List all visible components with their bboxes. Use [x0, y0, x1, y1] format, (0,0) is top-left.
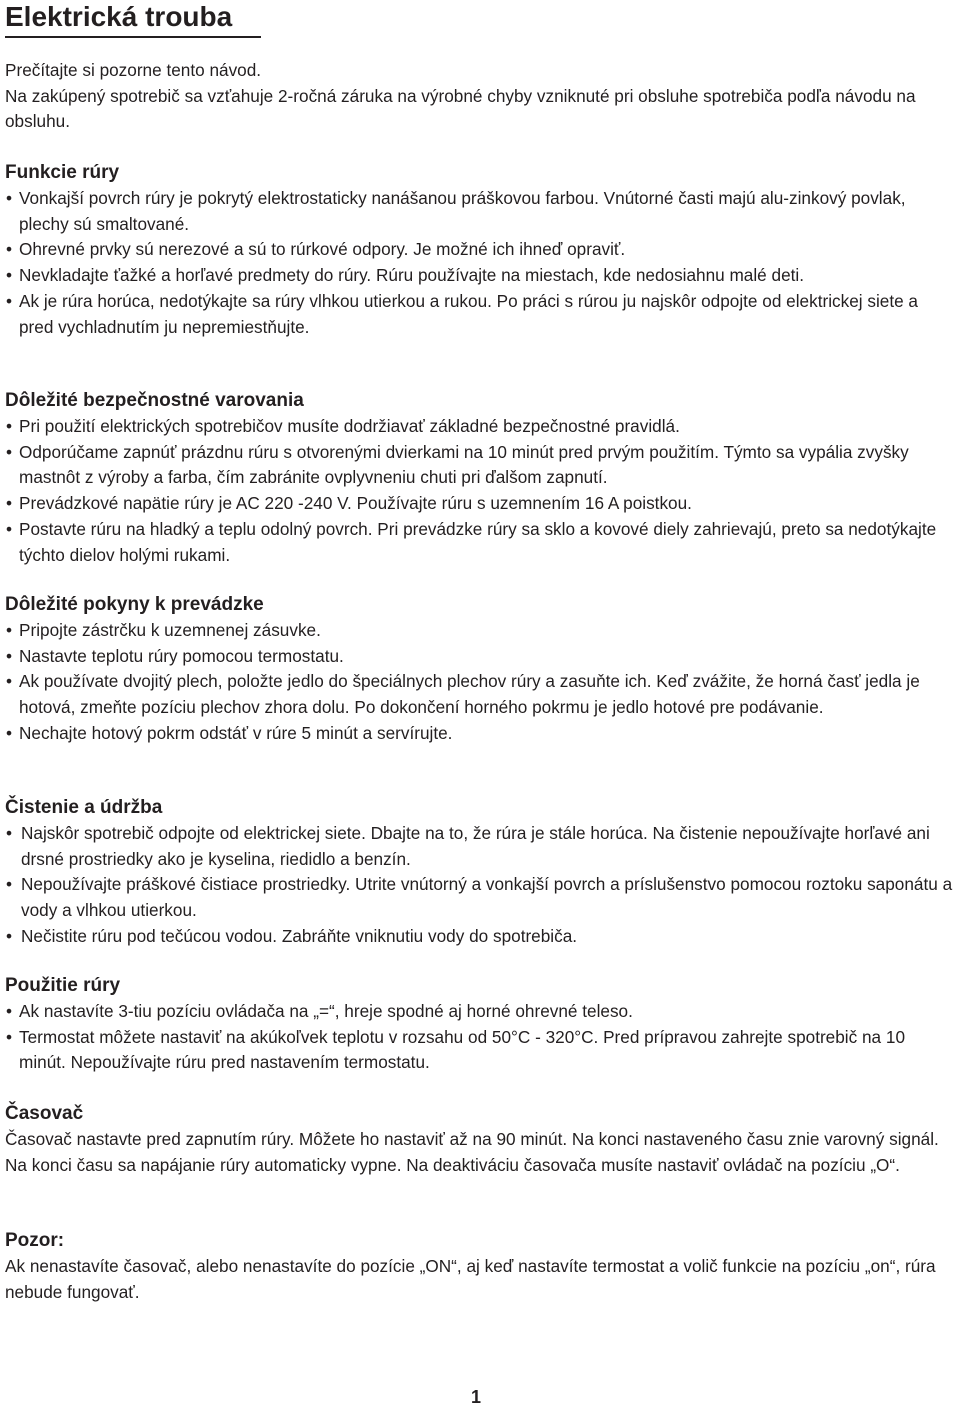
- list-item: • Prevádzkové napätie rúry je AC 220 -240 V. Používajte rúru s uzemnením 16 A poistkou.: [5, 491, 955, 517]
- section-heading: Dôležité pokyny k prevádzke: [5, 594, 264, 615]
- section-pokyny: [5, 592, 955, 747]
- section-pouzitie: [5, 973, 955, 1076]
- list-item: • Nečistite rúru pod tečúcou vodou. Zabráňte vniknutiu vody do spotrebiča.: [5, 924, 955, 950]
- section-pozor: [5, 1228, 955, 1305]
- list-item: • Nechajte hotový pokrm odstáť v rúre 5 minút a servírujte.: [5, 721, 955, 747]
- intro-warranty: Na zakúpený spotrebič sa vzťahuje 2-ročná záruka na výrobné chyby vzniknuté pri obsluhe spotrebiča podľa návodu na obsluhu.: [5, 85, 916, 132]
- section-heading: Pozor:: [5, 1230, 65, 1251]
- list-item: • Pripojte zástrčku k uzemnenej zásuvke.: [5, 618, 955, 644]
- section-heading: Časovač: [5, 1103, 84, 1124]
- section-casovac: [5, 1101, 955, 1178]
- title-underline: [5, 36, 261, 38]
- page-number: 1: [471, 1387, 482, 1407]
- list-item: • Nevkladajte ťažké a horľavé predmety do rúry. Rúru používajte na miestach, kde nedosiahnu malé deti.: [5, 263, 955, 289]
- section-heading: Funkcie rúry: [5, 162, 120, 183]
- list-item: • Nepoužívajte práškové čistiace prostriedky. Utrite vnútorný a vonkajší povrch a príslušenstvo pomocou roztoku saponátu a vody a vlhkou utierkou.: [5, 872, 955, 923]
- section-varovania: [5, 388, 955, 568]
- section-paragraph: Ak nenastavíte časovač, alebo nenastavíte do pozície „ON“, aj keď nastavíte termostat a volič funkcie na pozíciu „on“, rúra nebude fungovať.: [5, 1256, 936, 1302]
- intro-line: Prečítajte si pozorne tento návod.: [5, 60, 262, 80]
- list-item: • Termostat môžete nastaviť na akúkoľvek teplotu v rozsahu od 50°C - 320°C. Pred prípravou zahrejte spotrebič na 10 minút. Nepoužívajte rúru pred nastavením termostatu.: [5, 1025, 955, 1076]
- section-heading: Dôležité bezpečnostné varovania: [5, 390, 304, 411]
- list-item: • Ak je rúra horúca, nedotýkajte sa rúry vlhkou utierkou a rukou. Po práci s rúrou ju najskôr odpojte od elektrickej siete a pred vychladnutím ju nepremiestňujte.: [5, 289, 955, 340]
- list-item: • Ak používate dvojitý plech, položte jedlo do špeciálnych plechov rúry a zasuňte ich. Keď zvážite, že horná časť jedla je hotová, zmeňte pozíciu plechov zhora dolu. Po dokončení horného pokrmu je jedlo hotové pre podávanie.: [5, 669, 955, 720]
- list-item: • Vonkajší povrch rúry je pokrytý elektrostaticky nanášanou práškovou farbou. Vnútorné časti majú alu-zinkový povlak, plechy sú smaltované.: [5, 186, 955, 237]
- section-cistenie: [5, 795, 955, 950]
- section-heading: Čistenie a údržba: [5, 797, 163, 818]
- intro: [5, 58, 955, 135]
- page-title: Elektrická trouba: [5, 1, 233, 32]
- section-heading: Použitie rúry: [5, 975, 121, 996]
- list-item: • Pri použití elektrických spotrebičov musíte dodržiavať základné bezpečnostné pravidlá.: [5, 414, 955, 440]
- list-item: • Nastavte teplotu rúry pomocou termostatu.: [5, 644, 955, 670]
- list-item: • Najskôr spotrebič odpojte od elektrickej siete. Dbajte na to, že rúra je stále horúca. Na čistenie nepoužívajte horľavé ani drsné prostriedky ako je kyselina, riedidlo a benzín.: [5, 821, 955, 872]
- list-item: • Postavte rúru na hladký a teplu odolný povrch. Pri prevádzke rúry sa sklo a kovové diely zahrievajú, preto sa nedotýkajte týchto dielov holými rukami.: [5, 517, 955, 568]
- section-paragraph: Časovač nastavte pred zapnutím rúry. Môžete ho nastaviť až na 90 minút. Na konci nastaveného času znie varovný signál. Na konci času sa napájanie rúry automaticky vypne. Na deaktiváciu časovača musíte nastaviť ovládač na pozíciu „O“.: [5, 1129, 939, 1175]
- section-funkcie: [5, 160, 955, 340]
- list-item: • Ak nastavíte 3-tiu pozíciu ovládača na „=“, hreje spodné aj horné ohrevné teleso.: [5, 999, 955, 1025]
- list-item: • Odporúčame zapnúť prázdnu rúru s otvorenými dvierkami na 10 minút pred prvým použitím. Týmto sa vypália zvyšky mastnôt z výroby a farba, čím zabránite ovplyvneniu chuti pri ďalšom zapnutí.: [5, 440, 955, 491]
- list-item: • Ohrevné prvky sú nerezové a sú to rúrkové odpory. Je možné ich ihneď opraviť.: [5, 237, 955, 263]
